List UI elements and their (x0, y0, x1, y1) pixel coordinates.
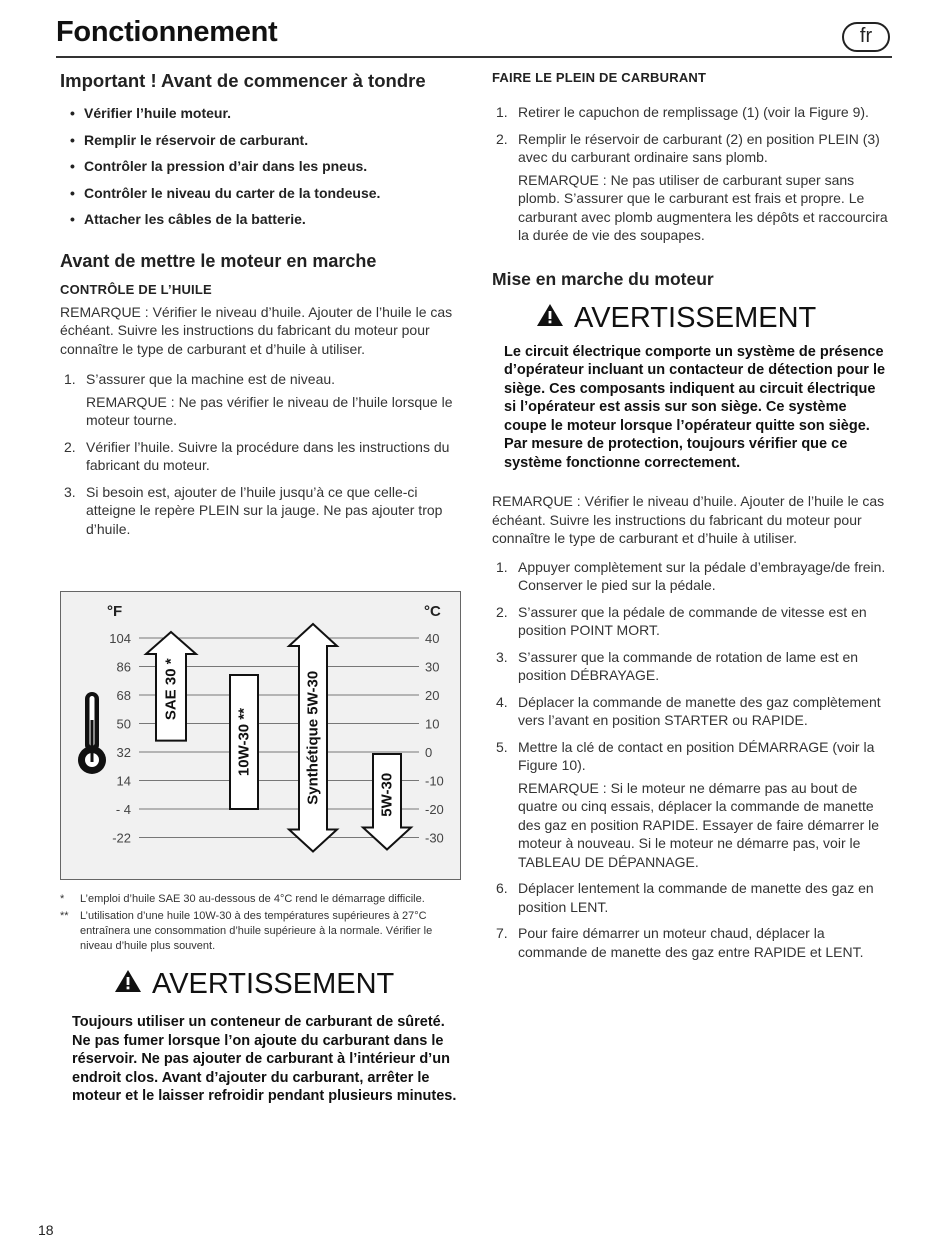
step-number: 3. (496, 648, 508, 665)
step-item (496, 693, 892, 730)
fahrenheit-tick-label: 104 (109, 631, 131, 646)
step-note: REMARQUE : Ne pas utiliser de carburant super sans plomb. S’assurer que le carburant est frais et propre. Le carburant avec plomb augmentera les dépôts et raccourcira la durée de vie des soupapes. (518, 171, 888, 243)
oil-grade-label: 10W-30 ** (235, 707, 253, 777)
step-number: 1. (64, 371, 76, 387)
step-item (496, 924, 892, 961)
step-item (64, 483, 466, 539)
checklist-item: • Remplir le réservoir de carburant. (70, 131, 466, 150)
step-item (496, 603, 892, 640)
left-lower (60, 892, 465, 1106)
footnote (60, 892, 465, 907)
fahrenheit-tick-label: 14 (116, 773, 131, 789)
step-item (496, 648, 892, 685)
step-number: 2. (496, 130, 508, 147)
celsius-tick-label: -20 (425, 802, 444, 817)
step-note: REMARQUE : Ne pas vérifier le niveau de l’huile lorsque le moteur tourne. (86, 393, 453, 428)
step-item (64, 438, 466, 475)
fuel-heading: FAIRE LE PLEIN DE CARBURANT (492, 70, 707, 85)
step-item (496, 879, 892, 916)
fuel-warning-heading: AVERTISSEMENT (152, 968, 395, 1000)
left-column (56, 62, 466, 546)
oil-steps (64, 370, 466, 538)
right-column (492, 70, 892, 969)
step-text: Déplacer la commande de manette des gaz complètement vers l’avant en position STARTER ou RAPIDE. (518, 693, 881, 728)
oil-grade-label: 5W-30 (378, 772, 396, 817)
start-note: REMARQUE : Vérifier le niveau d’huile. Ajouter de l’huile le cas échéant. Suivre les instructions du fabricant du moteur pour connaître le type de carburant et d’huile à utiliser. (492, 493, 885, 546)
operator-warning-heading: AVERTISSEMENT (574, 301, 817, 334)
fahrenheit-tick-label: 32 (116, 745, 131, 760)
step-item (496, 558, 892, 595)
celsius-tick-label: -30 (425, 830, 444, 846)
step-item (64, 370, 466, 430)
step-number: 7. (496, 925, 508, 941)
operator-warning-title (536, 302, 892, 335)
step-number: 3. (64, 483, 76, 500)
fahrenheit-unit-label: °F (107, 603, 123, 620)
step-item (496, 103, 892, 122)
checklist-item: • Vérifier l’huile moteur. (70, 104, 466, 123)
step-text: Déplacer lentement la commande de manette des gaz en position LENT. (518, 880, 874, 915)
step-text: Appuyer complètement sur la pédale d’embrayage/de frein. Conserver le pied sur la pédale. (518, 558, 886, 593)
pre-mowing-checklist (70, 104, 466, 229)
footnote (60, 909, 465, 954)
checklist-item: • Contrôler la pression d’air dans les pneus. (70, 157, 466, 176)
step-text: S’assurer que la machine est de niveau. (86, 371, 336, 387)
operator-warning-text: Le circuit électrique comporte un système de présence d’opérateur incluant un contacteur de détection pour le siège. Ces composants indiquent au circuit électrique si l’opérateur est assis sur son siège. Ce système coupe le moteur lorsque l’opérateur quitte son siège. Par mesure de protection, toujours vérifier que ce système fonctionne correctement. (504, 343, 886, 471)
fahrenheit-tick-label: -22 (112, 830, 131, 846)
step-item (496, 738, 892, 872)
warning-triangle-icon (536, 302, 564, 335)
step-number: 2. (64, 438, 76, 455)
start-engine-heading: Mise en marche du moteur (492, 268, 714, 289)
header-divider (56, 56, 892, 58)
celsius-tick-label: -10 (425, 773, 444, 789)
step-number: 6. (496, 880, 508, 896)
oil-check-heading: CONTRÔLE DE L’HUILE (60, 281, 212, 297)
fahrenheit-tick-label: 86 (116, 659, 131, 675)
footnote-text: L’emploi d’huile SAE 30 au-dessous de 4°C rend le démarrage difficile. (80, 893, 425, 905)
checklist-item: • Contrôler le niveau du carter de la tondeuse. (70, 184, 466, 203)
step-text: Mettre la clé de contact en position DÉMARRAGE (voir la Figure 10). (518, 738, 875, 773)
oil-note: REMARQUE : Vérifier le niveau d’huile. Ajouter de l’huile le cas échéant. Suivre les instructions du fabricant du moteur pour connaître le type de carburant et d’huile à utiliser. (60, 303, 453, 357)
oil-viscosity-chart (60, 591, 461, 880)
step-text: Retirer le capuchon de remplissage (1) (voir la Figure 9). (518, 104, 869, 120)
checklist-item: • Attacher les câbles de la batterie. (70, 210, 466, 229)
fuel-steps (496, 103, 892, 245)
fahrenheit-tick-label: 50 (116, 716, 131, 732)
step-number: 4. (496, 693, 508, 710)
fahrenheit-tick-label: 68 (116, 688, 131, 703)
fuel-warning-text: Toujours utiliser un conteneur de carburant de sûreté. Ne pas fumer lorsque l’on ajoute du carburant dans le réservoir. Ne pas ajouter de carburant à l’intérieur d’un endroit clos. Avant d’ajouter du carburant, arrêter le moteur et le laisser refroidir pendant plusieurs minutes. (72, 1014, 457, 1104)
step-text: Pour faire démarrer un moteur chaud, déplacer la commande de manette des gaz entre RAPIDE et LENT. (518, 925, 864, 960)
important-heading: Important ! Avant de commencer à tondre (60, 70, 426, 91)
step-text: Si besoin est, ajouter de l’huile jusqu’à ce que celle-ci atteigne le repère PLEIN sur la jauge. Ne pas ajouter trop d’huile. (86, 483, 443, 537)
step-number: 1. (496, 104, 508, 120)
celsius-tick-label: 20 (425, 688, 440, 703)
step-number: 5. (496, 738, 508, 755)
celsius-tick-label: 40 (425, 631, 440, 646)
step-text: S’assurer que la commande de rotation de lame est en position DÉBRAYAGE. (518, 648, 859, 683)
step-number: 2. (496, 603, 508, 620)
start-steps (496, 558, 892, 962)
celsius-tick-label: 30 (425, 659, 440, 675)
warning-triangle-icon (114, 968, 142, 1001)
oil-chart-svg (61, 592, 462, 881)
celsius-unit-label: °C (424, 603, 441, 620)
page-number: 18 (38, 1222, 54, 1238)
step-text: Vérifier l’huile. Suivre la procédure dans les instructions du fabricant du moteur. (86, 438, 450, 473)
footnote-mark: ** (60, 910, 69, 922)
fahrenheit-tick-label: - 4 (115, 802, 131, 817)
fuel-warning-title (114, 968, 465, 1001)
step-text: S’assurer que la pédale de commande de vitesse est en position POINT MORT. (518, 603, 867, 638)
footnote-mark: * (60, 893, 65, 905)
celsius-tick-label: 0 (425, 745, 433, 760)
celsius-tick-label: 10 (425, 716, 440, 732)
language-badge: fr (842, 22, 890, 52)
step-note: REMARQUE : Si le moteur ne démarre pas au bout de quatre ou cinq essais, déplacer la commande de manette des gaz en position RAPIDE. Essayer de faire démarrer le moteur à nouveau. Si le moteur ne démarre pas, voir le TABLEAU DE DÉPANNAGE. (518, 779, 880, 870)
chart-footnotes (60, 892, 465, 954)
footnote-text: L’utilisation d’une huile 10W-30 à des températures supérieures à 27°C entraînera une consommation d’huile supérieure à la normale. Vérifier le niveau d’huile plus souvent. (80, 910, 433, 952)
thermometer-icon (78, 692, 106, 774)
step-text: Remplir le réservoir de carburant (2) en position PLEIN (3) avec du carburant ordinaire sans plomb. (518, 130, 880, 165)
page-title: Fonctionnement (56, 16, 278, 48)
before-start-heading: Avant de mettre le moteur en marche (60, 250, 377, 271)
oil-grade-label: Synthétique 5W-30 (304, 670, 322, 805)
step-item (496, 130, 892, 245)
step-number: 1. (496, 558, 508, 575)
oil-grade-label: SAE 30 * (162, 658, 180, 721)
